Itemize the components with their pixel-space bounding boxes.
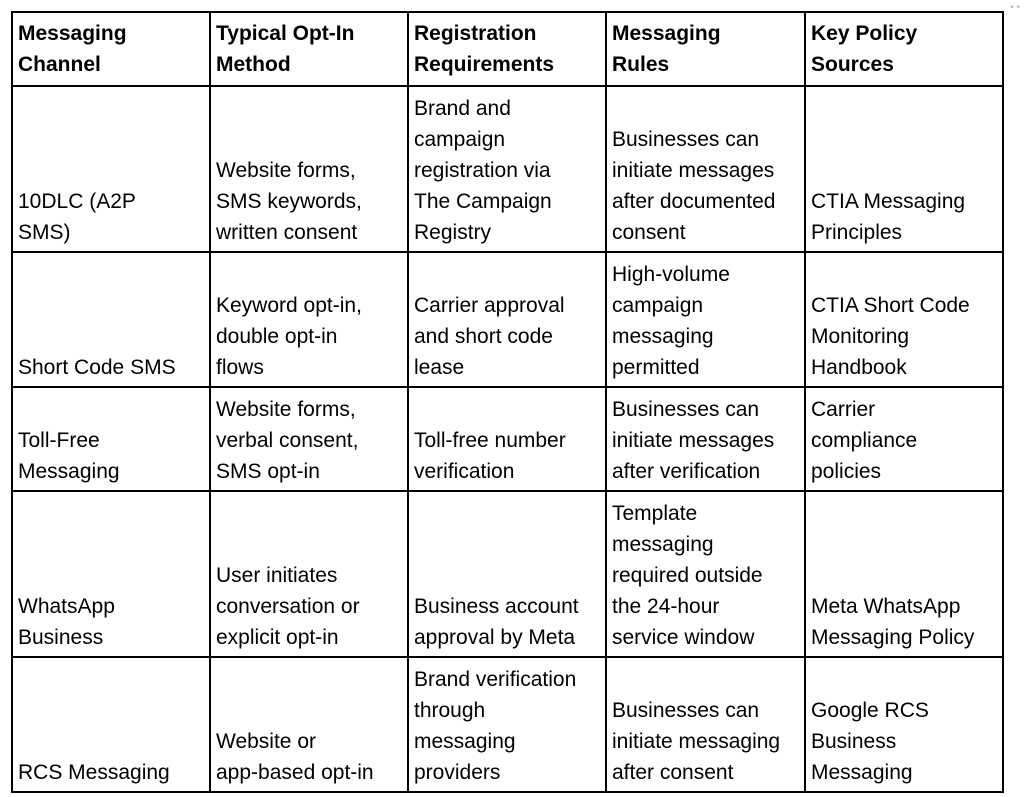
table-header-row xyxy=(12,12,1003,86)
cell-text-line: Website or xyxy=(216,730,316,753)
cell-text-line: Principles xyxy=(811,221,903,244)
table-cell xyxy=(210,86,408,252)
cell-text-line: conversation or xyxy=(216,595,360,618)
cell-text-line: User initiates xyxy=(216,564,338,587)
cell-text-line: SMS keywords, xyxy=(216,190,362,213)
cell-text-line: double opt-in xyxy=(216,325,338,348)
cell-text-line: Carrier xyxy=(811,398,876,421)
header-text-line: Key Policy xyxy=(811,22,918,45)
cell-text-line: SMS opt-in xyxy=(216,460,320,483)
table-cell xyxy=(805,657,1003,792)
cell-text-line: permitted xyxy=(612,356,700,379)
table-cell xyxy=(210,657,408,792)
cell-text-line: providers xyxy=(414,761,501,784)
cell-text-line: Monitoring xyxy=(811,325,910,348)
cell-text-line: Handbook xyxy=(811,356,907,379)
cell-text-line: Template xyxy=(612,502,698,525)
header-opt-in-method xyxy=(210,12,408,86)
table-cell xyxy=(408,252,606,387)
table-row xyxy=(12,491,1003,657)
cell-text-line: Brand verification xyxy=(414,668,577,691)
table-row xyxy=(12,387,1003,491)
cell-text-line: Google RCS xyxy=(811,699,929,722)
cell-text-line: RCS Messaging xyxy=(18,761,170,784)
header-messaging-rules xyxy=(606,12,805,86)
table-cell xyxy=(606,252,805,387)
cell-text-line: Messaging xyxy=(18,460,120,483)
cell-text-line: registration via xyxy=(414,159,551,182)
cell-text-line: consent xyxy=(612,221,686,244)
table-cell xyxy=(805,86,1003,252)
cell-text-line: through xyxy=(414,699,486,722)
cell-text-line: after documented xyxy=(612,190,776,213)
header-policy-sources xyxy=(805,12,1003,86)
table-cell xyxy=(606,657,805,792)
policy-table-container xyxy=(11,11,1004,793)
cell-text-line: explicit opt-in xyxy=(216,626,339,649)
table-cell xyxy=(408,657,606,792)
cell-text-line: initiate messages xyxy=(612,159,775,182)
table-cell xyxy=(805,387,1003,491)
header-messaging-channel xyxy=(12,12,210,86)
cell-text-line: verbal consent, xyxy=(216,429,359,452)
cell-text-line: The Campaign xyxy=(414,190,552,213)
cell-text-line: initiate messaging xyxy=(612,730,781,753)
header-text-line: Sources xyxy=(811,53,894,76)
cell-text-line: Businesses can xyxy=(612,398,760,421)
table-cell xyxy=(12,387,210,491)
table-cell xyxy=(606,387,805,491)
cell-text-line: High-volume xyxy=(612,263,730,286)
table-row xyxy=(12,657,1003,792)
header-text-line: Rules xyxy=(612,53,670,76)
header-text-line: Method xyxy=(216,53,291,76)
cell-text-line: Business xyxy=(18,626,104,649)
table-cell xyxy=(606,491,805,657)
cell-text-line: WhatsApp xyxy=(18,595,115,618)
cell-text-line: Short Code SMS xyxy=(18,356,176,379)
cell-text-line: service window xyxy=(612,626,755,649)
cell-text-line: Registry xyxy=(414,221,492,244)
table-cell xyxy=(12,252,210,387)
cell-text-line: CTIA Short Code xyxy=(811,294,970,317)
table-cell xyxy=(210,491,408,657)
cell-text-line: messaging xyxy=(612,325,714,348)
cell-text-line: written consent xyxy=(216,221,358,244)
cell-text-line: flows xyxy=(216,356,264,379)
cell-text-line: Businesses can xyxy=(612,128,760,151)
header-text-line: Registration xyxy=(414,22,537,45)
table-cell xyxy=(408,491,606,657)
cell-text-line: Website forms, xyxy=(216,159,356,182)
cell-text-line: Toll-Free xyxy=(18,429,100,452)
header-text-line: Messaging xyxy=(612,22,721,45)
cell-text-line: Meta WhatsApp xyxy=(811,595,961,618)
table-cell xyxy=(606,86,805,252)
cell-text-line: required outside xyxy=(612,564,763,587)
header-text-line: Typical Opt-In xyxy=(216,22,355,45)
cell-text-line: Carrier approval xyxy=(414,294,565,317)
cell-text-line: 10DLC (A2P xyxy=(18,190,136,213)
cell-text-line: messaging xyxy=(612,533,714,556)
cell-text-line: initiate messages xyxy=(612,429,775,452)
cell-text-line: Business account xyxy=(414,595,579,618)
cell-text-line: after consent xyxy=(612,761,734,784)
table-row xyxy=(12,86,1003,252)
cell-text-line: Messaging xyxy=(811,761,913,784)
cell-text-line: lease xyxy=(414,356,465,379)
cell-text-line: Website forms, xyxy=(216,398,356,421)
table-cell xyxy=(12,86,210,252)
cell-text-line: policies xyxy=(811,460,882,483)
cell-text-line: the 24-hour xyxy=(612,595,720,618)
header-text-line: Channel xyxy=(18,53,101,76)
cell-text-line: campaign xyxy=(612,294,704,317)
table-cell xyxy=(12,657,210,792)
cell-text-line: Toll-free number xyxy=(414,429,566,452)
table-cell xyxy=(210,387,408,491)
cell-text-line: Brand and xyxy=(414,97,511,120)
cell-text-line: messaging xyxy=(414,730,516,753)
table-cell xyxy=(12,491,210,657)
table-row xyxy=(12,252,1003,387)
table-cell xyxy=(805,491,1003,657)
cell-text-line: Business xyxy=(811,730,897,753)
messaging-policy-table xyxy=(11,11,1004,793)
cell-text-line: and short code xyxy=(414,325,553,348)
header-text-line: Messaging xyxy=(18,22,127,45)
cell-text-line: compliance xyxy=(811,429,918,452)
cell-text-line: approval by Meta xyxy=(414,626,576,649)
cell-text-line: campaign xyxy=(414,128,506,151)
cell-text-line: Messaging Policy xyxy=(811,626,975,649)
header-registration-requirements xyxy=(408,12,606,86)
corner-dots-icon: •• xyxy=(1009,3,1022,13)
table-cell xyxy=(408,86,606,252)
cell-text-line: SMS) xyxy=(18,221,71,244)
table-cell xyxy=(805,252,1003,387)
header-text-line: Requirements xyxy=(414,53,555,76)
table-cell xyxy=(210,252,408,387)
cell-text-line: CTIA Messaging xyxy=(811,190,966,213)
cell-text-line: verification xyxy=(414,460,515,483)
table-cell xyxy=(408,387,606,491)
cell-text-line: Businesses can xyxy=(612,699,760,722)
cell-text-line: after verification xyxy=(612,460,761,483)
cell-text-line: Keyword opt-in, xyxy=(216,294,362,317)
cell-text-line: app-based opt-in xyxy=(216,761,374,784)
